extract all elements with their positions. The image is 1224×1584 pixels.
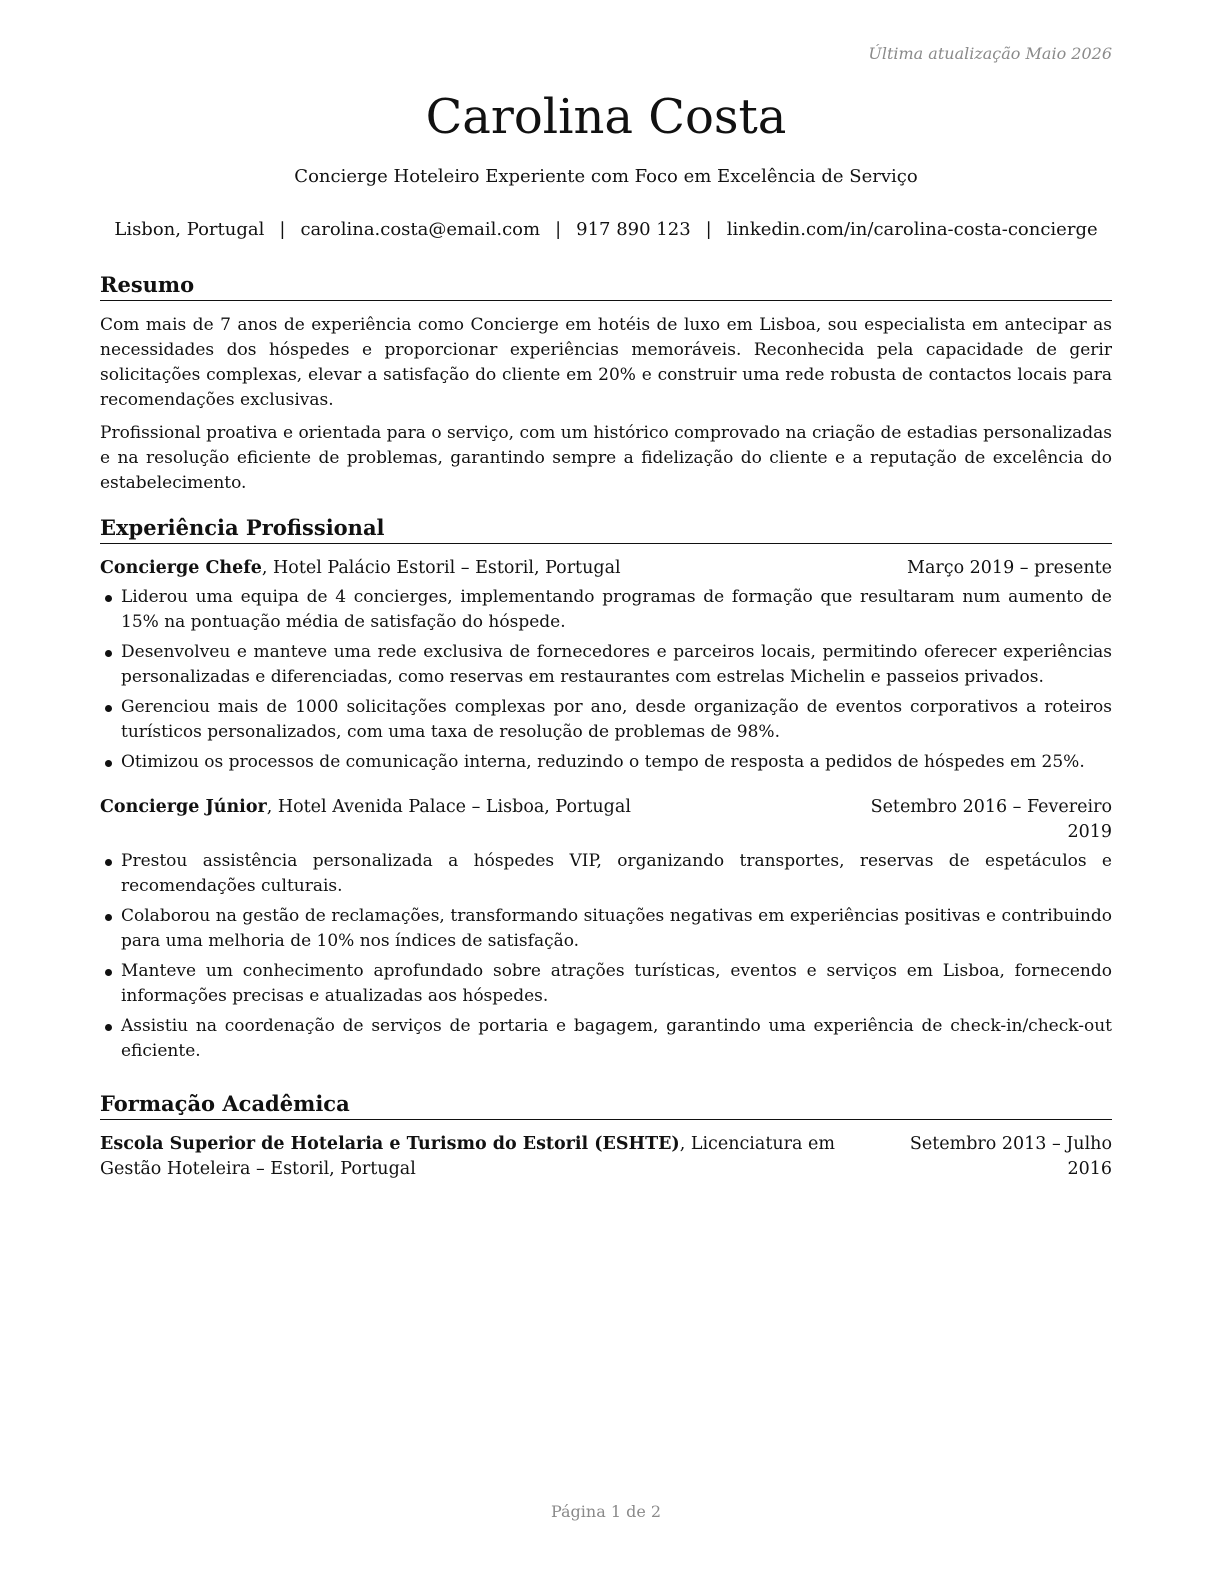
contact-line	[100, 219, 1112, 240]
bullet-item: Prestou assistência personalizada a hóspedes VIP, organizando transportes, reservas de espetáculos e recomendações culturais.	[100, 849, 1112, 899]
section-title-education: Formação Acadêmica	[100, 1089, 1112, 1120]
job-bullets	[100, 849, 1112, 1064]
contact-email[interactable]: carolina.costa@email.com	[300, 219, 541, 240]
job-entry	[100, 556, 1112, 775]
tagline: Concierge Hoteleiro Experiente com Foco em Excelência de Serviço	[294, 166, 918, 187]
contact-phone: 917 890 123	[576, 219, 691, 240]
summary-paragraph: Profissional proativa e orientada para o serviço, com um histórico comprovado na criação de estadias personalizadas e na resolução eficiente de problemas, garantindo sempre a fidelização do cliente e a reputação de excelência do estabelecimento.	[100, 423, 1113, 493]
education-dates: Setembro 2013 – Julho 2016	[909, 1134, 1112, 1179]
section-title-experience: Experiência Profissional	[100, 513, 1112, 544]
job-header	[100, 795, 1112, 845]
education-school: Escola Superior de Hotelaria e Turismo do Estoril (ESHTE)	[100, 1134, 680, 1154]
bullet-item: Gerenciou mais de 1000 solicitações complexas por ano, desde organização de eventos corporativos a roteiros turísticos personalizados, com uma taxa de resolução de problemas de 98%.	[100, 695, 1112, 745]
bullet-item: Desenvolveu e manteve uma rede exclusiva de fornecedores e parceiros locais, permitindo oferecer experiências personalizadas e diferenciadas, como reservas em restaurantes com estrelas Michelin e passeios privados.	[100, 640, 1112, 690]
job-title	[100, 795, 631, 845]
education-institution	[100, 1132, 890, 1182]
education-section	[100, 1089, 1112, 1182]
experience-section	[100, 513, 1112, 1069]
contact-linkedin[interactable]: linkedin.com/in/carolina-costa-concierge	[726, 219, 1098, 240]
job-role: Concierge Chefe	[100, 558, 262, 578]
contact-separator: |	[555, 219, 562, 240]
job-role: Concierge Júnior	[100, 797, 267, 817]
job-header	[100, 556, 1112, 581]
bullet-item: Liderou uma equipa de 4 concierges, implementando programas de formação que resultaram num aumento de 15% na pontuação média de satisfação do hóspede.	[100, 585, 1112, 635]
summary-paragraph: Com mais de 7 anos de experiência como Concierge em hotéis de luxo em Lisboa, sou especialista em antecipar as necessidades dos hóspedes e proporcionar experiências memoráveis. Reconhecida pela capacidade de gerir solicitações complexas, elevar a satisfação do cliente em 20% e construir uma rede robusta de contactos locais para recomendações exclusivas.	[100, 315, 1112, 410]
bullet-item: Assistiu na coordenação de serviços de portaria e bagagem, garantindo uma experiência de check-in/check-out eficiente.	[100, 1014, 1112, 1064]
job-dates: Setembro 2016 – Fevereiro 2019	[870, 797, 1112, 842]
job-place: , Hotel Palácio Estoril – Estoril, Portugal	[261, 558, 621, 578]
bullet-item: Otimizou os processos de comunicação interna, reduzindo o tempo de resposta a pedidos de hóspedes em 25%.	[100, 750, 1112, 775]
bullet-item: Manteve um conhecimento aprofundado sobre atrações turísticas, eventos e serviços em Lisboa, fornecendo informações precisas e atualizadas aos hóspedes.	[100, 959, 1112, 1009]
job-title	[100, 556, 621, 581]
section-title-summary: Resumo	[100, 270, 1112, 301]
education-degree: , Licenciatura em Gestão Hoteleira – Estoril, Portugal	[100, 1134, 835, 1179]
contact-separator: |	[279, 219, 286, 240]
page-number: Página 1 de 2	[550, 1502, 662, 1521]
resume-page	[100, 0, 1112, 1584]
job-entry	[100, 795, 1112, 1064]
last-updated: Última atualização Maio 2026	[868, 44, 1112, 63]
contact-location: Lisbon, Portugal	[114, 219, 265, 240]
education-entry	[100, 1132, 1112, 1182]
contact-separator: |	[705, 219, 712, 240]
candidate-name: Carolina Costa	[425, 89, 787, 145]
job-dates: Março 2019 – presente	[907, 558, 1112, 578]
bullet-item: Colaborou na gestão de reclamações, transformando situações negativas em experiências positivas e contribuindo para uma melhoria de 10% nos índices de satisfação.	[100, 904, 1112, 954]
job-place: , Hotel Avenida Palace – Lisboa, Portugal	[266, 797, 631, 817]
job-bullets	[100, 585, 1112, 775]
summary-section	[100, 270, 1112, 504]
